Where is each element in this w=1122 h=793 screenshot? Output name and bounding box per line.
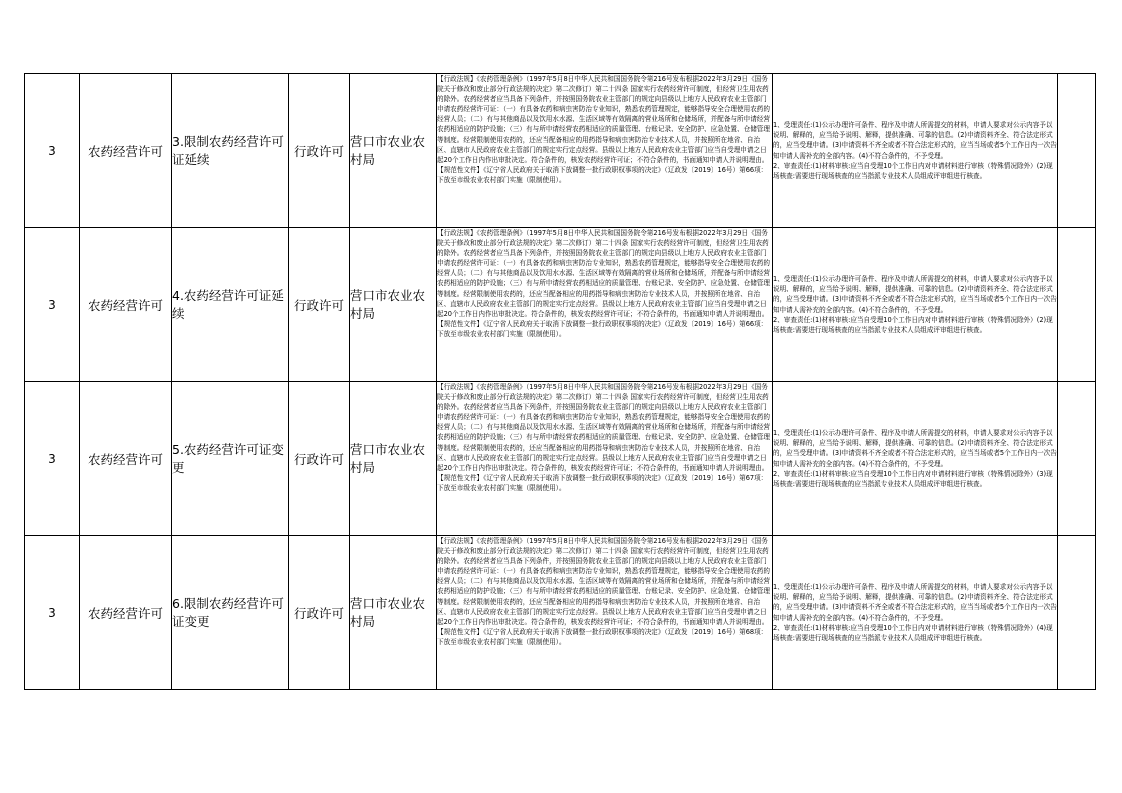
table-row	[25, 382, 1096, 536]
row-number: 3	[25, 382, 80, 536]
implementing-department: 营口市农业农村局	[350, 74, 437, 228]
acceptance-responsibility: 1、受理责任:(1)公示办理许可条件、程序及申请人所需提交的材料，申请人要求对公示内容予以说明、解释的，应当给予说明、解释，提供准确、可靠的信息。(2)申请资料齐全、符合法定形式的，应当受理申请。(3)申请资料不齐全或者不符合法定形式的，应当当场或者5个工作日内一次告知申请人需补充的全部内容。(4)不符合条件的，不予受理。	[773, 121, 1057, 160]
legal-basis	[437, 74, 773, 228]
implementing-department: 营口市农业农村局	[350, 536, 437, 690]
table-row	[25, 536, 1096, 690]
legal-basis-regulation: 【行政法规】《农药管理条例》（1997年5月8日中华人民共和国国务院令第216号发布根据2022年3月29日《国务院关于修改和废止部分行政法规的决定》第二次修订）第二十四条 国家实行农药经营许可制度，但经营卫生用农药的除外。农药经营者应当具备下列条件，并按照国务院农业主管部门的规定向县级以上地方人民政府农业主管部门申请农药经营许可证：（一）有具备农药和病虫害防治专业知识，熟悉农药管理规定，能够指导安全合理使用农药的经营人员；（二）有与其他商品以及饮用水水源、生活区域等有效隔离的营业场所和仓储场所，并配备与所申请经营农药相适应的防护设施；（三）有与所申请经营农药相适应的质量管理、台账记录、安全防护、应急处置、仓储管理等制度。经营限制使用农药的，还应当配备相应的用药指导和病虫害防治专业技术人员，并按照所在地省、自治区、直辖市人民政府农业主管部门的规定实行定点经营。县级以上地方人民政府农业主管部门应当自受理申请之日起20个工作日内作出审批决定。符合条件的，核发农药经营许可证；不符合条件的，书面通知申请人并说明理由。	[437, 229, 770, 318]
power-list-table	[24, 73, 1096, 690]
power-category: 农药经营许可	[80, 228, 172, 382]
review-responsibility: 2、审查责任:(1)材料审核:应当自受理10个工作日内对申请材料进行审核（特殊情况除外）(4)现场核查:需要进行现场核查的应当指派专业技术人员组成评审组进行核查。	[773, 623, 1053, 642]
implementing-department: 营口市农业农村局	[350, 228, 437, 382]
responsibility-items	[773, 228, 1058, 382]
responsibility-items	[773, 74, 1058, 228]
legal-basis	[437, 536, 773, 690]
remarks-cell	[1058, 74, 1096, 228]
legal-basis-normative-document: 【规范性文件】《辽宁省人民政府关于取消下放调整一批行政职权事项的决定》（辽政发〔2019〕16号）第67项：下放至市级农业农村部门实施（限制使用）。	[437, 473, 768, 492]
acceptance-responsibility: 1、受理责任:(1)公示办理许可条件、程序及申请人所需提交的材料，申请人要求对公示内容予以说明、解释的，应当给予说明、解释，提供准确、可靠的信息。(2)申请资料齐全、符合法定形式的，应当受理申请。(3)申请资料不齐全或者不符合法定形式的，应当当场或者5个工作日内一次告知申请人需补充的全部内容。(4)不符合条件的，不予受理。	[773, 429, 1057, 468]
acceptance-responsibility: 1、受理责任:(1)公示办理许可条件、程序及申请人所需提交的材料，申请人要求对公示内容予以说明、解释的，应当给予说明、解释，提供准确、可靠的信息。(2)申请资料齐全、符合法定形式的，应当受理申请。(3)申请资料不齐全或者不符合法定形式的，应当当场或者5个工作日内一次告知申请人需补充的全部内容。(4)不符合条件的，不予受理。	[773, 583, 1057, 622]
table-row	[25, 228, 1096, 382]
remarks-cell	[1058, 228, 1096, 382]
row-number: 3	[25, 536, 80, 690]
row-number: 3	[25, 74, 80, 228]
legal-basis	[437, 228, 773, 382]
review-responsibility: 2、审查责任:(1)材料审核:应当自受理10个工作日内对申请材料进行审核（特殊情况除外）(2)现场核查:需要进行现场核查的应当指派专业技术人员组成评审组进行核查。	[773, 161, 1053, 180]
power-type: 行政许可	[289, 382, 350, 536]
row-number: 3	[25, 228, 80, 382]
power-category: 农药经营许可	[80, 382, 172, 536]
power-item-name: 5.农药经营许可证变更	[172, 382, 289, 536]
responsibility-items	[773, 382, 1058, 536]
power-category: 农药经营许可	[80, 74, 172, 228]
acceptance-responsibility: 1、受理责任:(1)公示办理许可条件、程序及申请人所需提交的材料，申请人要求对公示内容予以说明、解释的，应当给予说明、解释，提供准确、可靠的信息。(2)申请资料齐全、符合法定形式的，应当受理申请。(3)申请资料不齐全或者不符合法定形式的，应当当场或者5个工作日内一次告知申请人需补充的全部内容。(4)不符合条件的，不予受理。	[773, 275, 1057, 314]
legal-basis	[437, 382, 773, 536]
table-row	[25, 74, 1096, 228]
responsibility-items	[773, 536, 1058, 690]
legal-basis-normative-document: 【规范性文件】《辽宁省人民政府关于取消下放调整一批行政职权事项的决定》（辽政发〔2019〕16号）第66项：下放至市级农业农村部门实施（限制使用）。	[437, 319, 768, 338]
power-type: 行政许可	[289, 74, 350, 228]
power-type: 行政许可	[289, 536, 350, 690]
legal-basis-regulation: 【行政法规】《农药管理条例》（1997年5月8日中华人民共和国国务院令第216号发布根据2022年3月29日《国务院关于修改和废止部分行政法规的决定》第二次修订）第二十四条 国家实行农药经营许可制度，但经营卫生用农药的除外。农药经营者应当具备下列条件，并按照国务院农业主管部门的规定向县级以上地方人民政府农业主管部门申请农药经营许可证：（一）有具备农药和病虫害防治专业知识，熟悉农药管理规定，能够指导安全合理使用农药的经营人员；（二）有与其他商品以及饮用水水源、生活区域等有效隔离的营业场所和仓储场所，并配备与所申请经营农药相适应的防护设施；（三）有与所申请经营农药相适应的质量管理、台账记录、安全防护、应急处置、仓储管理等制度。经营限制使用农药的，还应当配备相应的用药指导和病虫害防治专业技术人员，并按照所在地省、自治区、直辖市人民政府农业主管部门的规定实行定点经营。县级以上地方人民政府农业主管部门应当自受理申请之日起20个工作日内作出审批决定。符合条件的，核发农药经营许可证；不符合条件的，书面通知申请人并说明理由。	[437, 537, 770, 626]
legal-basis-regulation: 【行政法规】《农药管理条例》（1997年5月8日中华人民共和国国务院令第216号发布根据2022年3月29日《国务院关于修改和废止部分行政法规的决定》第二次修订）第二十四条 国家实行农药经营许可制度，但经营卫生用农药的除外。农药经营者应当具备下列条件，并按照国务院农业主管部门的规定向县级以上地方人民政府农业主管部门申请农药经营许可证：（一）有具备农药和病虫害防治专业知识，熟悉农药管理规定，能够指导安全合理使用农药的经营人员；（二）有与其他商品以及饮用水水源、生活区域等有效隔离的营业场所和仓储场所，并配备与所申请经营农药相适应的防护设施；（三）有与所申请经营农药相适应的质量管理、台账记录、安全防护、应急处置、仓储管理等制度。经营限制使用农药的，还应当配备相应的用药指导和病虫害防治专业技术人员，并按照所在地省、自治区、直辖市人民政府农业主管部门的规定实行定点经营。县级以上地方人民政府农业主管部门应当自受理申请之日起20个工作日内作出审批决定。符合条件的，核发农药经营许可证；不符合条件的，书面通知申请人并说明理由。	[437, 75, 770, 164]
review-responsibility: 2、审查责任:(1)材料审核:应当自受理10个工作日内对申请材料进行审核（特殊情况除外）(3)现场核查:需要进行现场核查的应当指派专业技术人员组成评审组进行核查。	[773, 469, 1053, 488]
remarks-cell	[1058, 382, 1096, 536]
legal-basis-regulation: 【行政法规】《农药管理条例》（1997年5月8日中华人民共和国国务院令第216号发布根据2022年3月29日《国务院关于修改和废止部分行政法规的决定》第二次修订）第二十四条 国家实行农药经营许可制度，但经营卫生用农药的除外。农药经营者应当具备下列条件，并按照国务院农业主管部门的规定向县级以上地方人民政府农业主管部门申请农药经营许可证：（一）有具备农药和病虫害防治专业知识，熟悉农药管理规定，能够指导安全合理使用农药的经营人员；（二）有与其他商品以及饮用水水源、生活区域等有效隔离的营业场所和仓储场所，并配备与所申请经营农药相适应的防护设施；（三）有与所申请经营农药相适应的质量管理、台账记录、安全防护、应急处置、仓储管理等制度。经营限制使用农药的，还应当配备相应的用药指导和病虫害防治专业技术人员，并按照所在地省、自治区、直辖市人民政府农业主管部门的规定实行定点经营。县级以上地方人民政府农业主管部门应当自受理申请之日起20个工作日内作出审批决定。符合条件的，核发农药经营许可证；不符合条件的，书面通知申请人并说明理由。	[437, 383, 770, 472]
power-type: 行政许可	[289, 228, 350, 382]
power-category: 农药经营许可	[80, 536, 172, 690]
remarks-cell	[1058, 536, 1096, 690]
implementing-department: 营口市农业农村局	[350, 382, 437, 536]
power-item-name: 4.农药经营许可证延续	[172, 228, 289, 382]
legal-basis-normative-document: 【规范性文件】《辽宁省人民政府关于取消下放调整一批行政职权事项的决定》（辽政发〔2019〕16号）第68项：下放至市级农业农村部门实施（限制使用）。	[437, 627, 768, 646]
review-responsibility: 2、审查责任:(1)材料审核:应当自受理10个工作日内对申请材料进行审核（特殊情况除外）(2)现场核查:需要进行现场核查的应当指派专业技术人员组成评审组进行核查。	[773, 315, 1053, 334]
legal-basis-normative-document: 【规范性文件】《辽宁省人民政府关于取消下放调整一批行政职权事项的决定》（辽政发〔2019〕16号）第66项：下放至市级农业农村部门实施（限制使用）。	[437, 165, 768, 184]
power-item-name: 6.限制农药经营许可证变更	[172, 536, 289, 690]
power-item-name: 3.限制农药经营许可证延续	[172, 74, 289, 228]
